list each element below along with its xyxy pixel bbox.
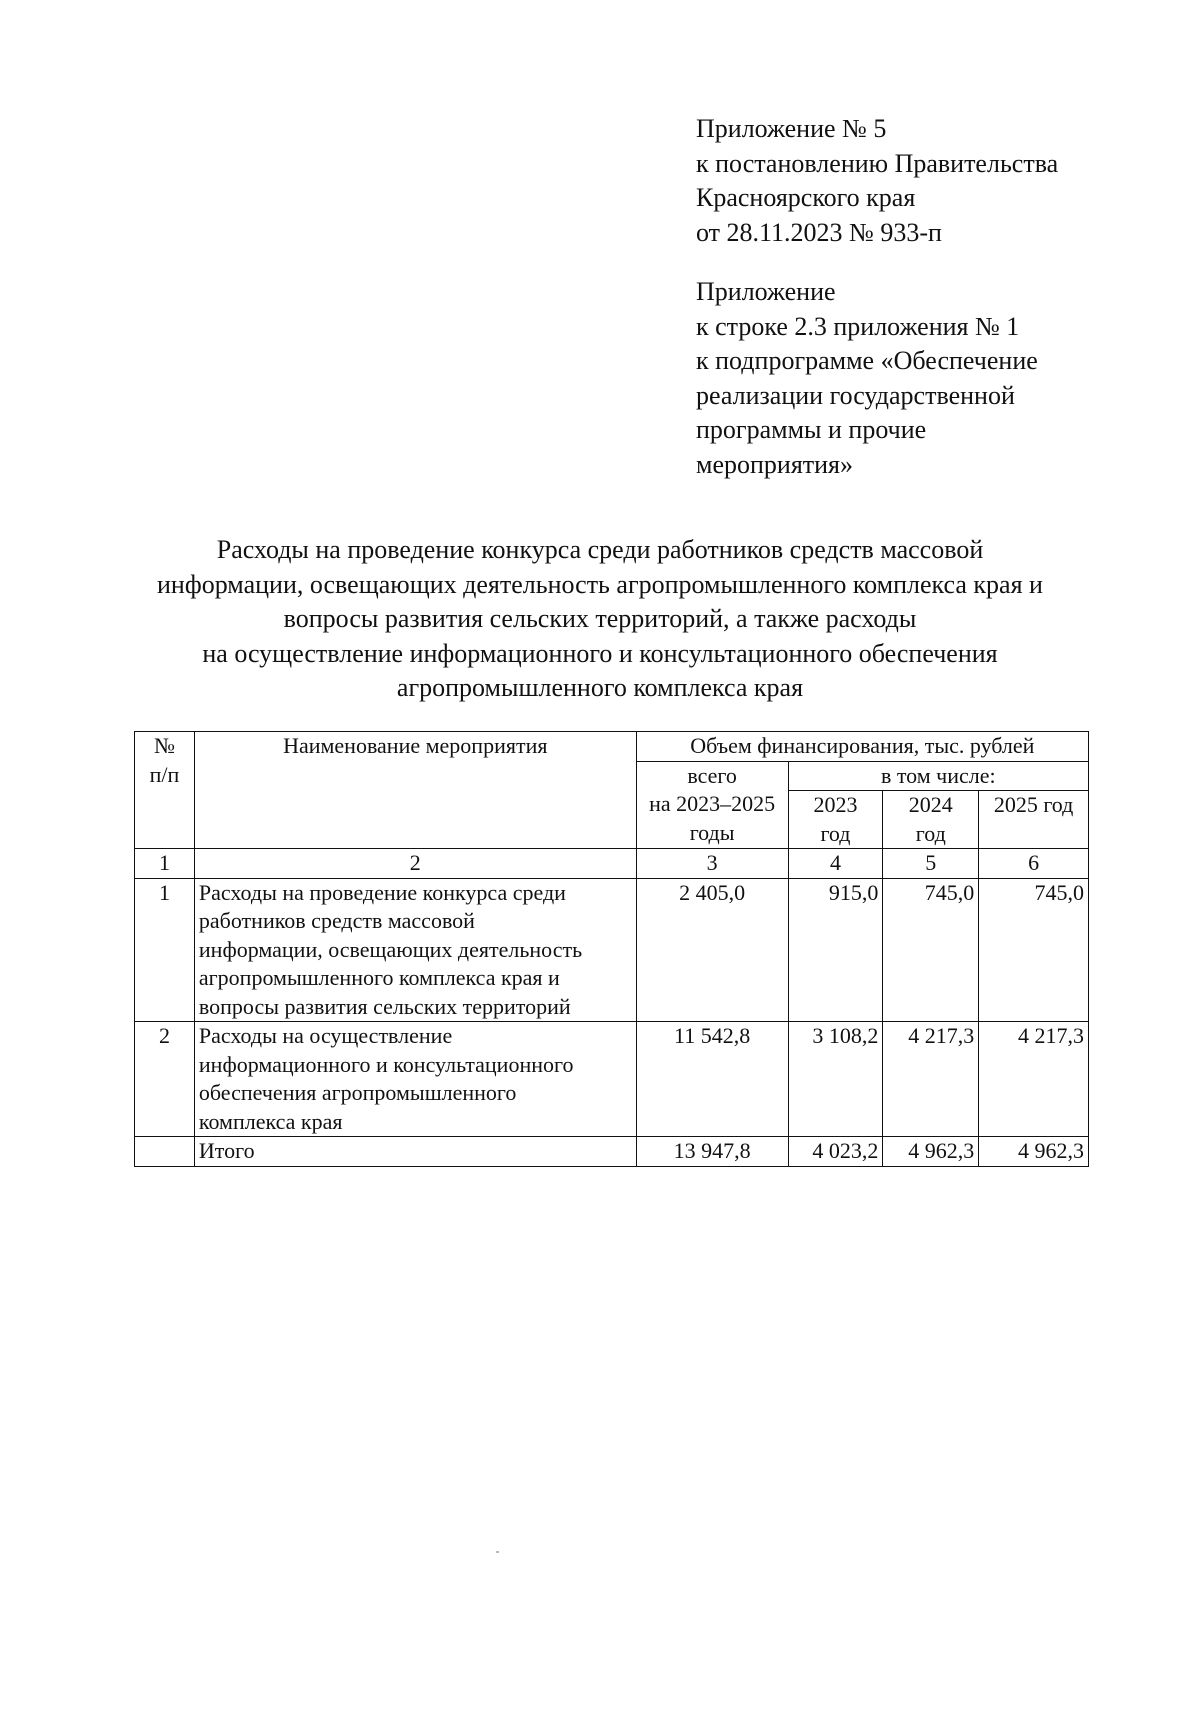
- sub-appendix-line: реализации государственной: [696, 380, 1015, 410]
- column-number: 3: [636, 849, 788, 879]
- header-total-line: на 2023–2025: [649, 791, 776, 816]
- document-title-line: агропромышленного комплекса края: [396, 673, 804, 702]
- header-2023-line: 2023: [813, 792, 858, 817]
- column-number: 4: [788, 849, 883, 879]
- funding-table: [134, 731, 1089, 1167]
- document-title-line: вопросы развития сельских территорий, а также расходы: [283, 604, 917, 633]
- row-name-line: комплекса края: [198, 1108, 343, 1134]
- document-title-line: Расходы на проведение конкурса среди работников средств массовой: [216, 535, 984, 564]
- row-2023: 3 108,2: [788, 1022, 883, 1137]
- total-2024: 4 962,3: [883, 1137, 979, 1167]
- header-2024: [883, 791, 979, 849]
- sub-appendix-line: к подпрограмме «Обеспечение: [696, 346, 1038, 375]
- row-name-line: Расходы на осуществление: [198, 1023, 453, 1048]
- table-row: [135, 1022, 1089, 1137]
- header-number-line: п/п: [149, 761, 180, 787]
- row-number: 2: [135, 1022, 195, 1137]
- row-name-line: агропромышленного комплекса края и: [198, 965, 560, 990]
- appendix-heading-line: от 28.11.2023 № 933-п: [696, 217, 942, 247]
- header-total-line: годы: [689, 819, 735, 845]
- header-2024-line: год: [915, 820, 946, 846]
- row-name-line: работников средств массовой: [198, 908, 475, 933]
- row-total: 11 542,8: [636, 1022, 788, 1137]
- total-2023: 4 023,2: [788, 1137, 883, 1167]
- header-including: в том числе:: [788, 761, 1088, 791]
- header-funding: Объем финансирования, тыс. рублей: [636, 732, 1088, 762]
- header-2024-line: 2024: [908, 792, 953, 817]
- sub-appendix-heading: [696, 275, 1038, 482]
- header-2025: 2025 год: [979, 791, 1089, 849]
- header-name: Наименование мероприятия: [194, 732, 636, 849]
- row-2023: 915,0: [788, 878, 883, 1022]
- appendix-heading-line: Приложение № 5: [696, 114, 887, 143]
- header-2023: [788, 791, 883, 849]
- total-2025: 4 962,3: [979, 1137, 1089, 1167]
- header-number-line: №: [153, 733, 175, 758]
- header-total-line: всего: [687, 762, 737, 788]
- header-total: [636, 761, 788, 849]
- row-number: 1: [135, 878, 195, 1022]
- row-2024: 4 217,3: [883, 1022, 979, 1137]
- row-name: [194, 1022, 636, 1137]
- row-2025: 4 217,3: [979, 1022, 1089, 1137]
- appendix-heading: [696, 112, 1058, 250]
- appendix-heading-line: к постановлению Правительства: [696, 148, 1059, 178]
- document-title: [110, 533, 1090, 706]
- sub-appendix-line: к строке 2.3 приложения № 1: [696, 311, 1020, 341]
- table-row: [135, 878, 1089, 1022]
- row-name-line: вопросы развития сельских территорий: [198, 993, 571, 1019]
- column-number: 2: [194, 849, 636, 879]
- column-number-row: [135, 849, 1089, 879]
- column-number: 6: [979, 849, 1089, 879]
- column-number: 5: [883, 849, 979, 879]
- appendix-heading-line: Красноярского края: [696, 183, 916, 212]
- table-header-row: [135, 732, 1089, 762]
- row-name-line: информационного и консультационного: [198, 1051, 574, 1077]
- sub-appendix-line: Приложение: [696, 277, 836, 306]
- row-name: [194, 878, 636, 1022]
- sub-appendix-line: мероприятия»: [696, 449, 854, 479]
- total-label: Итого: [194, 1137, 636, 1167]
- column-number: 1: [135, 849, 195, 879]
- total-sum: 13 947,8: [636, 1137, 788, 1167]
- row-name-line: информации, освещающих деятельность: [198, 936, 583, 962]
- total-row-number: [135, 1137, 195, 1167]
- row-name-line: Расходы на проведение конкурса среди: [198, 879, 566, 905]
- scan-artifact: [496, 1551, 499, 1553]
- row-name-line: обеспечения агропромышленного: [198, 1080, 517, 1105]
- total-row: [135, 1137, 1089, 1167]
- row-2025: 745,0: [979, 878, 1089, 1022]
- document-title-line: на осуществление информационного и консультационного обеспечения: [202, 638, 998, 668]
- document-title-line: информации, освещающих деятельность агропромышленного комплекса края и: [157, 569, 1043, 599]
- header-2023-line: год: [820, 820, 851, 846]
- row-total: 2 405,0: [636, 878, 788, 1022]
- header-number: [135, 732, 195, 849]
- sub-appendix-line: программы и прочие: [696, 415, 927, 444]
- row-2024: 745,0: [883, 878, 979, 1022]
